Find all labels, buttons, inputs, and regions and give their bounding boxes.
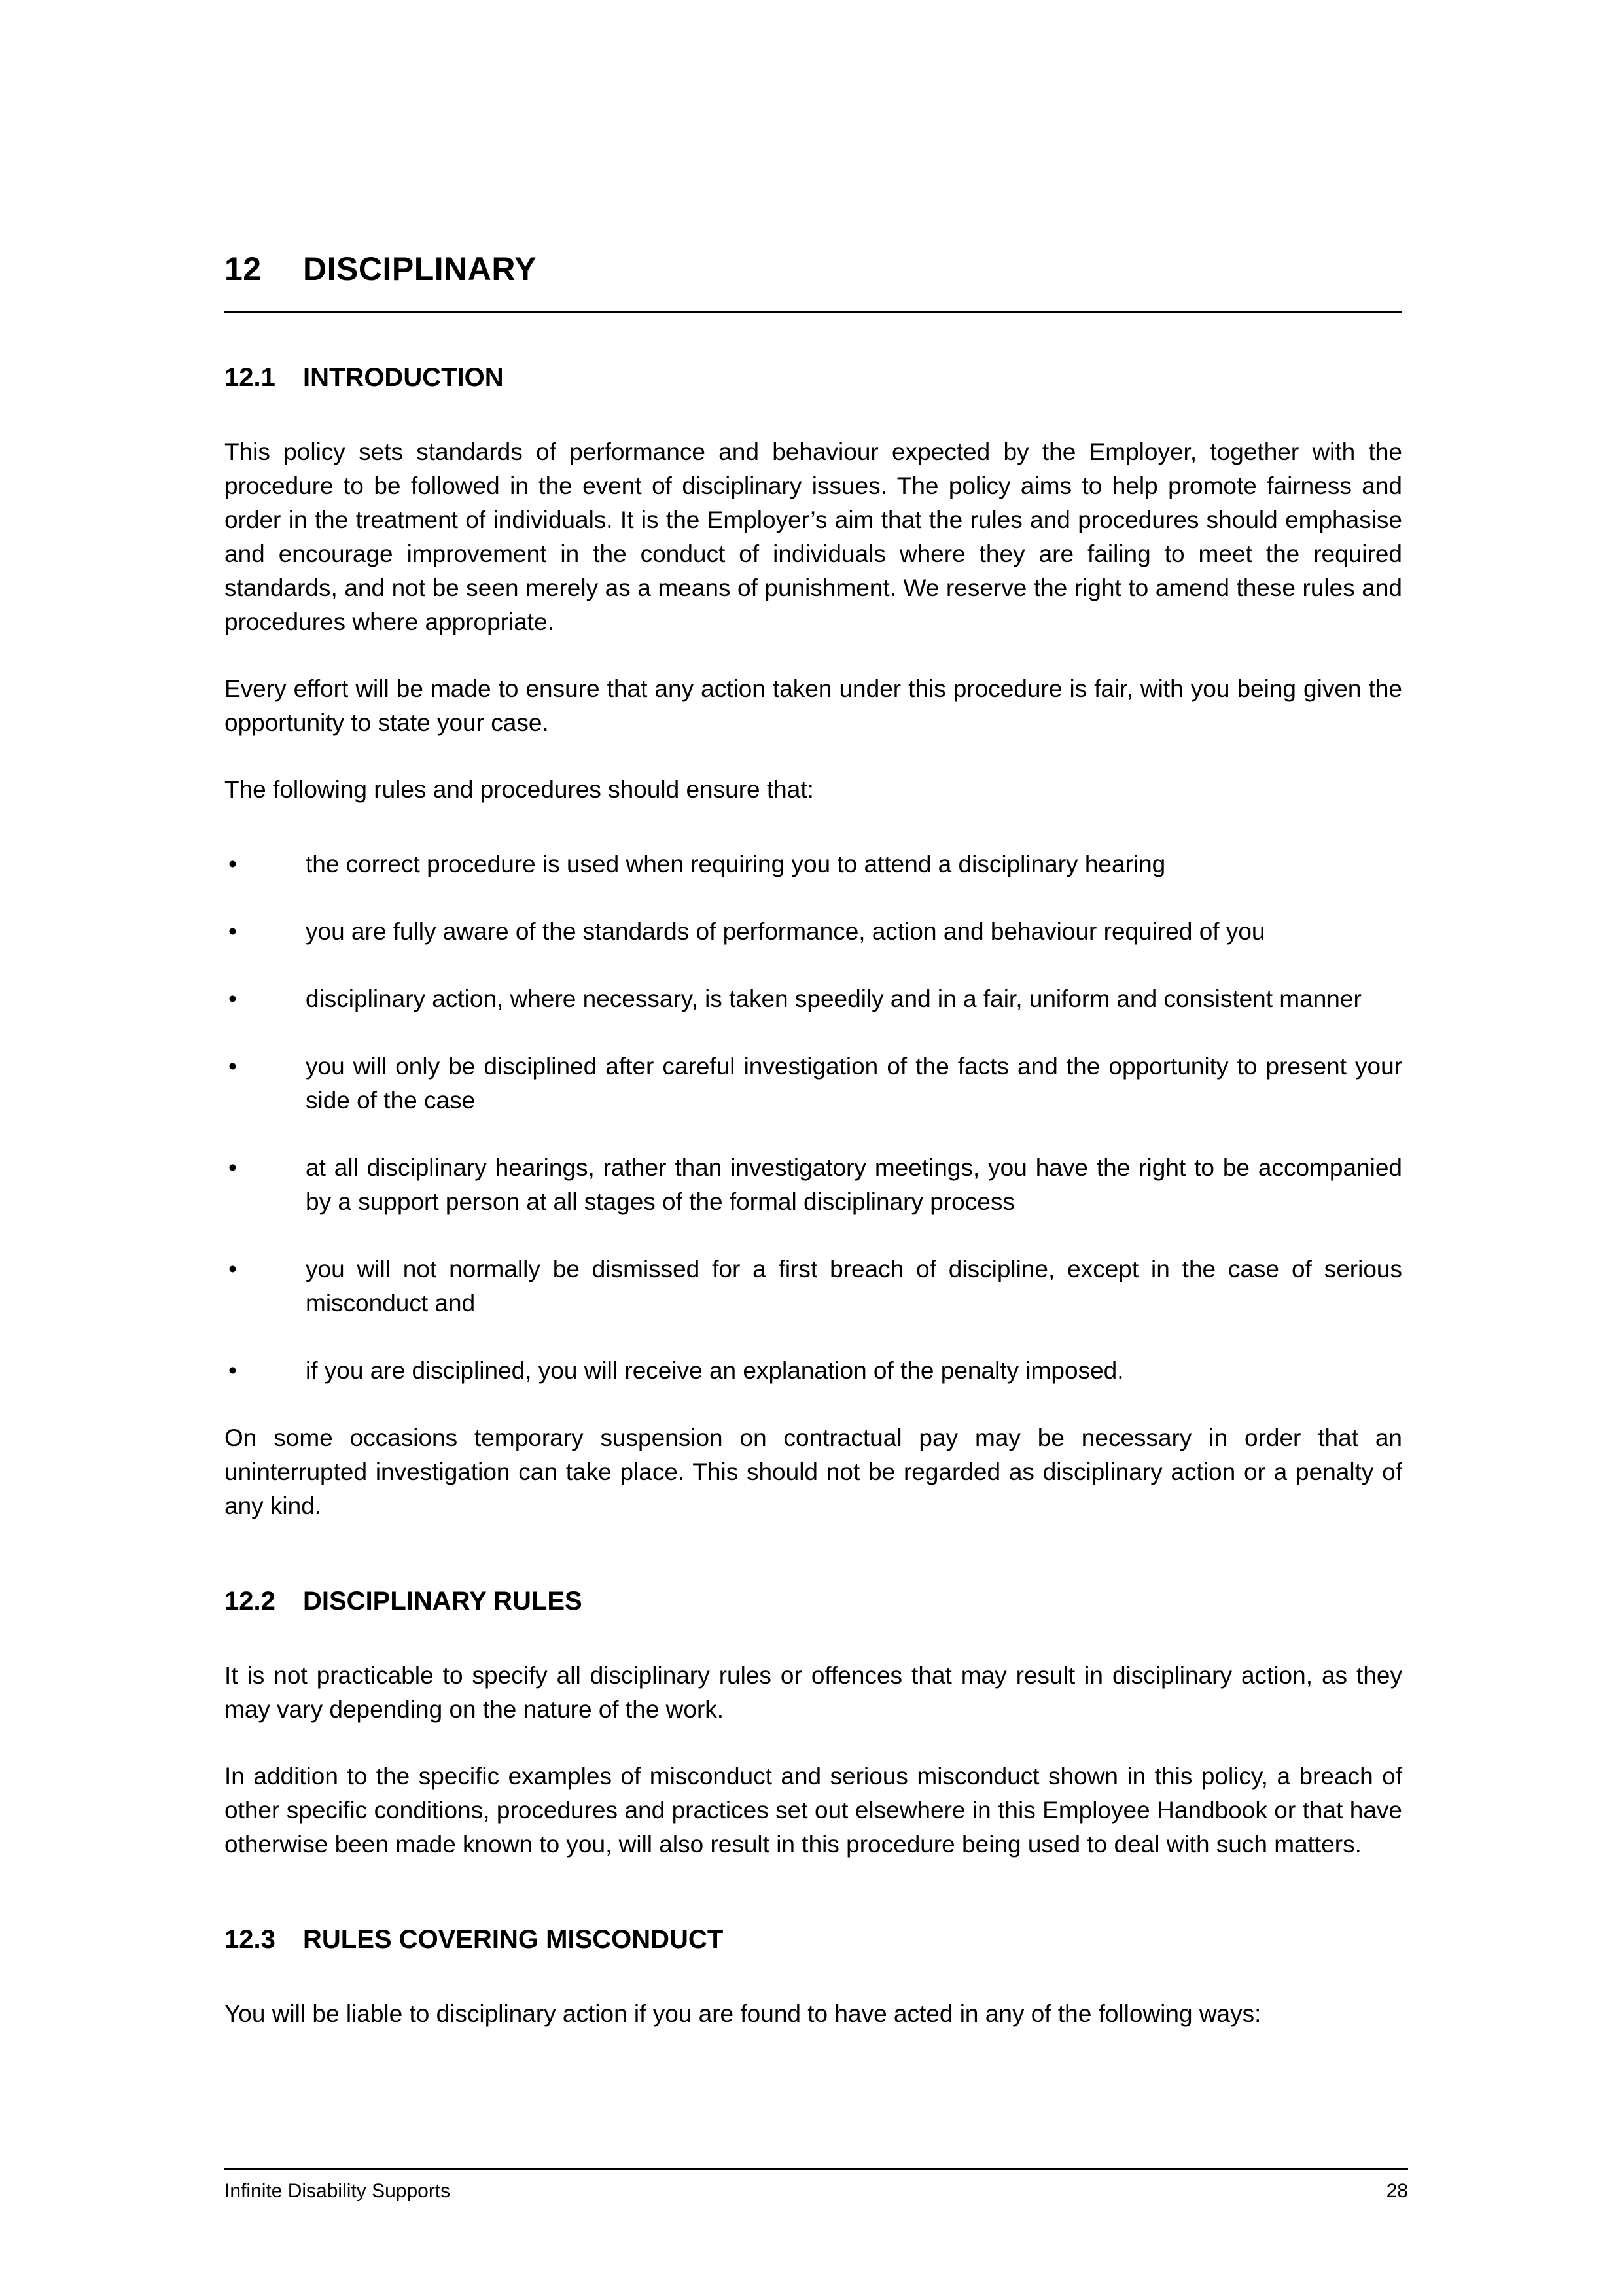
paragraph: In addition to the specific examples of misconduct and serious misconduct shown in this policy, a breach of other specific conditions, procedures and practices set out elsewhere in this Employee Handbook or that have otherwise been made known to you, will also result in this procedure being used to deal with such matters. bbox=[224, 1763, 1402, 1858]
bullet-icon: • bbox=[228, 1053, 237, 1080]
paragraph: It is not practicable to specify all disciplinary rules or offences that may result in disciplinary action, as they may vary depending on the nature of the work. bbox=[224, 1662, 1402, 1723]
bullet-text: you will only be disciplined after careful investigation of the facts and the opportunity to present your side of the case bbox=[306, 1053, 1402, 1114]
bullet-item bbox=[224, 1252, 1402, 1320]
bullet-icon: • bbox=[228, 851, 237, 877]
bullet-text: at all disciplinary hearings, rather than investigatory meetings, you have the right to be accompanied by a support person at all stages of the formal disciplinary process bbox=[306, 1154, 1402, 1215]
page-footer bbox=[224, 2168, 1408, 2203]
heading-label: RULES COVERING MISCONDUCT bbox=[303, 1925, 724, 1954]
bullet-icon: • bbox=[228, 918, 237, 945]
bullet-icon: • bbox=[228, 1154, 237, 1181]
footer-company: Infinite Disability Supports bbox=[224, 2180, 451, 2202]
heading-number: 12.1 bbox=[224, 363, 275, 392]
bullet-item bbox=[224, 1050, 1402, 1118]
paragraph: Every effort will be made to ensure that any action taken under this procedure is fair, with you being given the opportunity to state your case. bbox=[224, 675, 1402, 736]
bullet-item bbox=[224, 1354, 1402, 1388]
title-number: 12 bbox=[224, 251, 262, 287]
heading-number: 12.3 bbox=[224, 1925, 275, 1954]
bullet-icon: • bbox=[228, 1256, 237, 1282]
bullet-item bbox=[224, 847, 1402, 881]
bullet-icon: • bbox=[228, 985, 237, 1012]
page-title bbox=[224, 252, 1402, 313]
bullet-text: you will not normally be dismissed for a first breach of discipline, except in the case of serious misconduct and bbox=[306, 1256, 1402, 1316]
bullet-item bbox=[224, 1151, 1402, 1219]
section-heading-12-2 bbox=[224, 1584, 1402, 1618]
bullet-text: if you are disciplined, you will receive an explanation of the penalty imposed. bbox=[306, 1357, 1124, 1384]
heading-label: INTRODUCTION bbox=[303, 363, 504, 392]
bullet-item bbox=[224, 982, 1402, 1016]
paragraph: On some occasions temporary suspension on contractual pay may be necessary in order that an uninterrupted investigation can take place. This should not be regarded as disciplinary action or a penalty of any kind. bbox=[224, 1424, 1402, 1519]
bullet-list bbox=[224, 847, 1402, 1388]
footer-page-number: 28 bbox=[1386, 2180, 1408, 2202]
heading-label: DISCIPLINARY RULES bbox=[303, 1587, 582, 1616]
bullet-icon: • bbox=[228, 1357, 237, 1384]
section-heading-12-1 bbox=[224, 361, 1402, 395]
paragraph: The following rules and procedures should ensure that: bbox=[224, 776, 814, 803]
bullet-text: disciplinary action, where necessary, is taken speedily and in a fair, uniform and consistent manner bbox=[306, 985, 1362, 1012]
bullet-item bbox=[224, 915, 1402, 949]
paragraph: This policy sets standards of performance and behaviour expected by the Employer, together with the procedure to be followed in the event of disciplinary issues. The policy aims to help promote fairness and order in the treatment of individuals. It is the Employer’s aim that the rules and procedures should emphasise and encourage improvement in the conduct of individuals where they are failing to meet the required standards, and not be seen merely as a means of punishment. We reserve the right to amend these rules and procedures where appropriate. bbox=[224, 438, 1402, 635]
bullet-text: you are fully aware of the standards of performance, action and behaviour required of you bbox=[306, 918, 1265, 945]
section-heading-12-3 bbox=[224, 1922, 1402, 1956]
title-label: DISCIPLINARY bbox=[303, 251, 537, 287]
paragraph: You will be liable to disciplinary action if you are found to have acted in any of the following ways: bbox=[224, 2000, 1262, 2027]
bullet-text: the correct procedure is used when requiring you to attend a disciplinary hearing bbox=[306, 851, 1166, 877]
heading-number: 12.2 bbox=[224, 1587, 275, 1616]
